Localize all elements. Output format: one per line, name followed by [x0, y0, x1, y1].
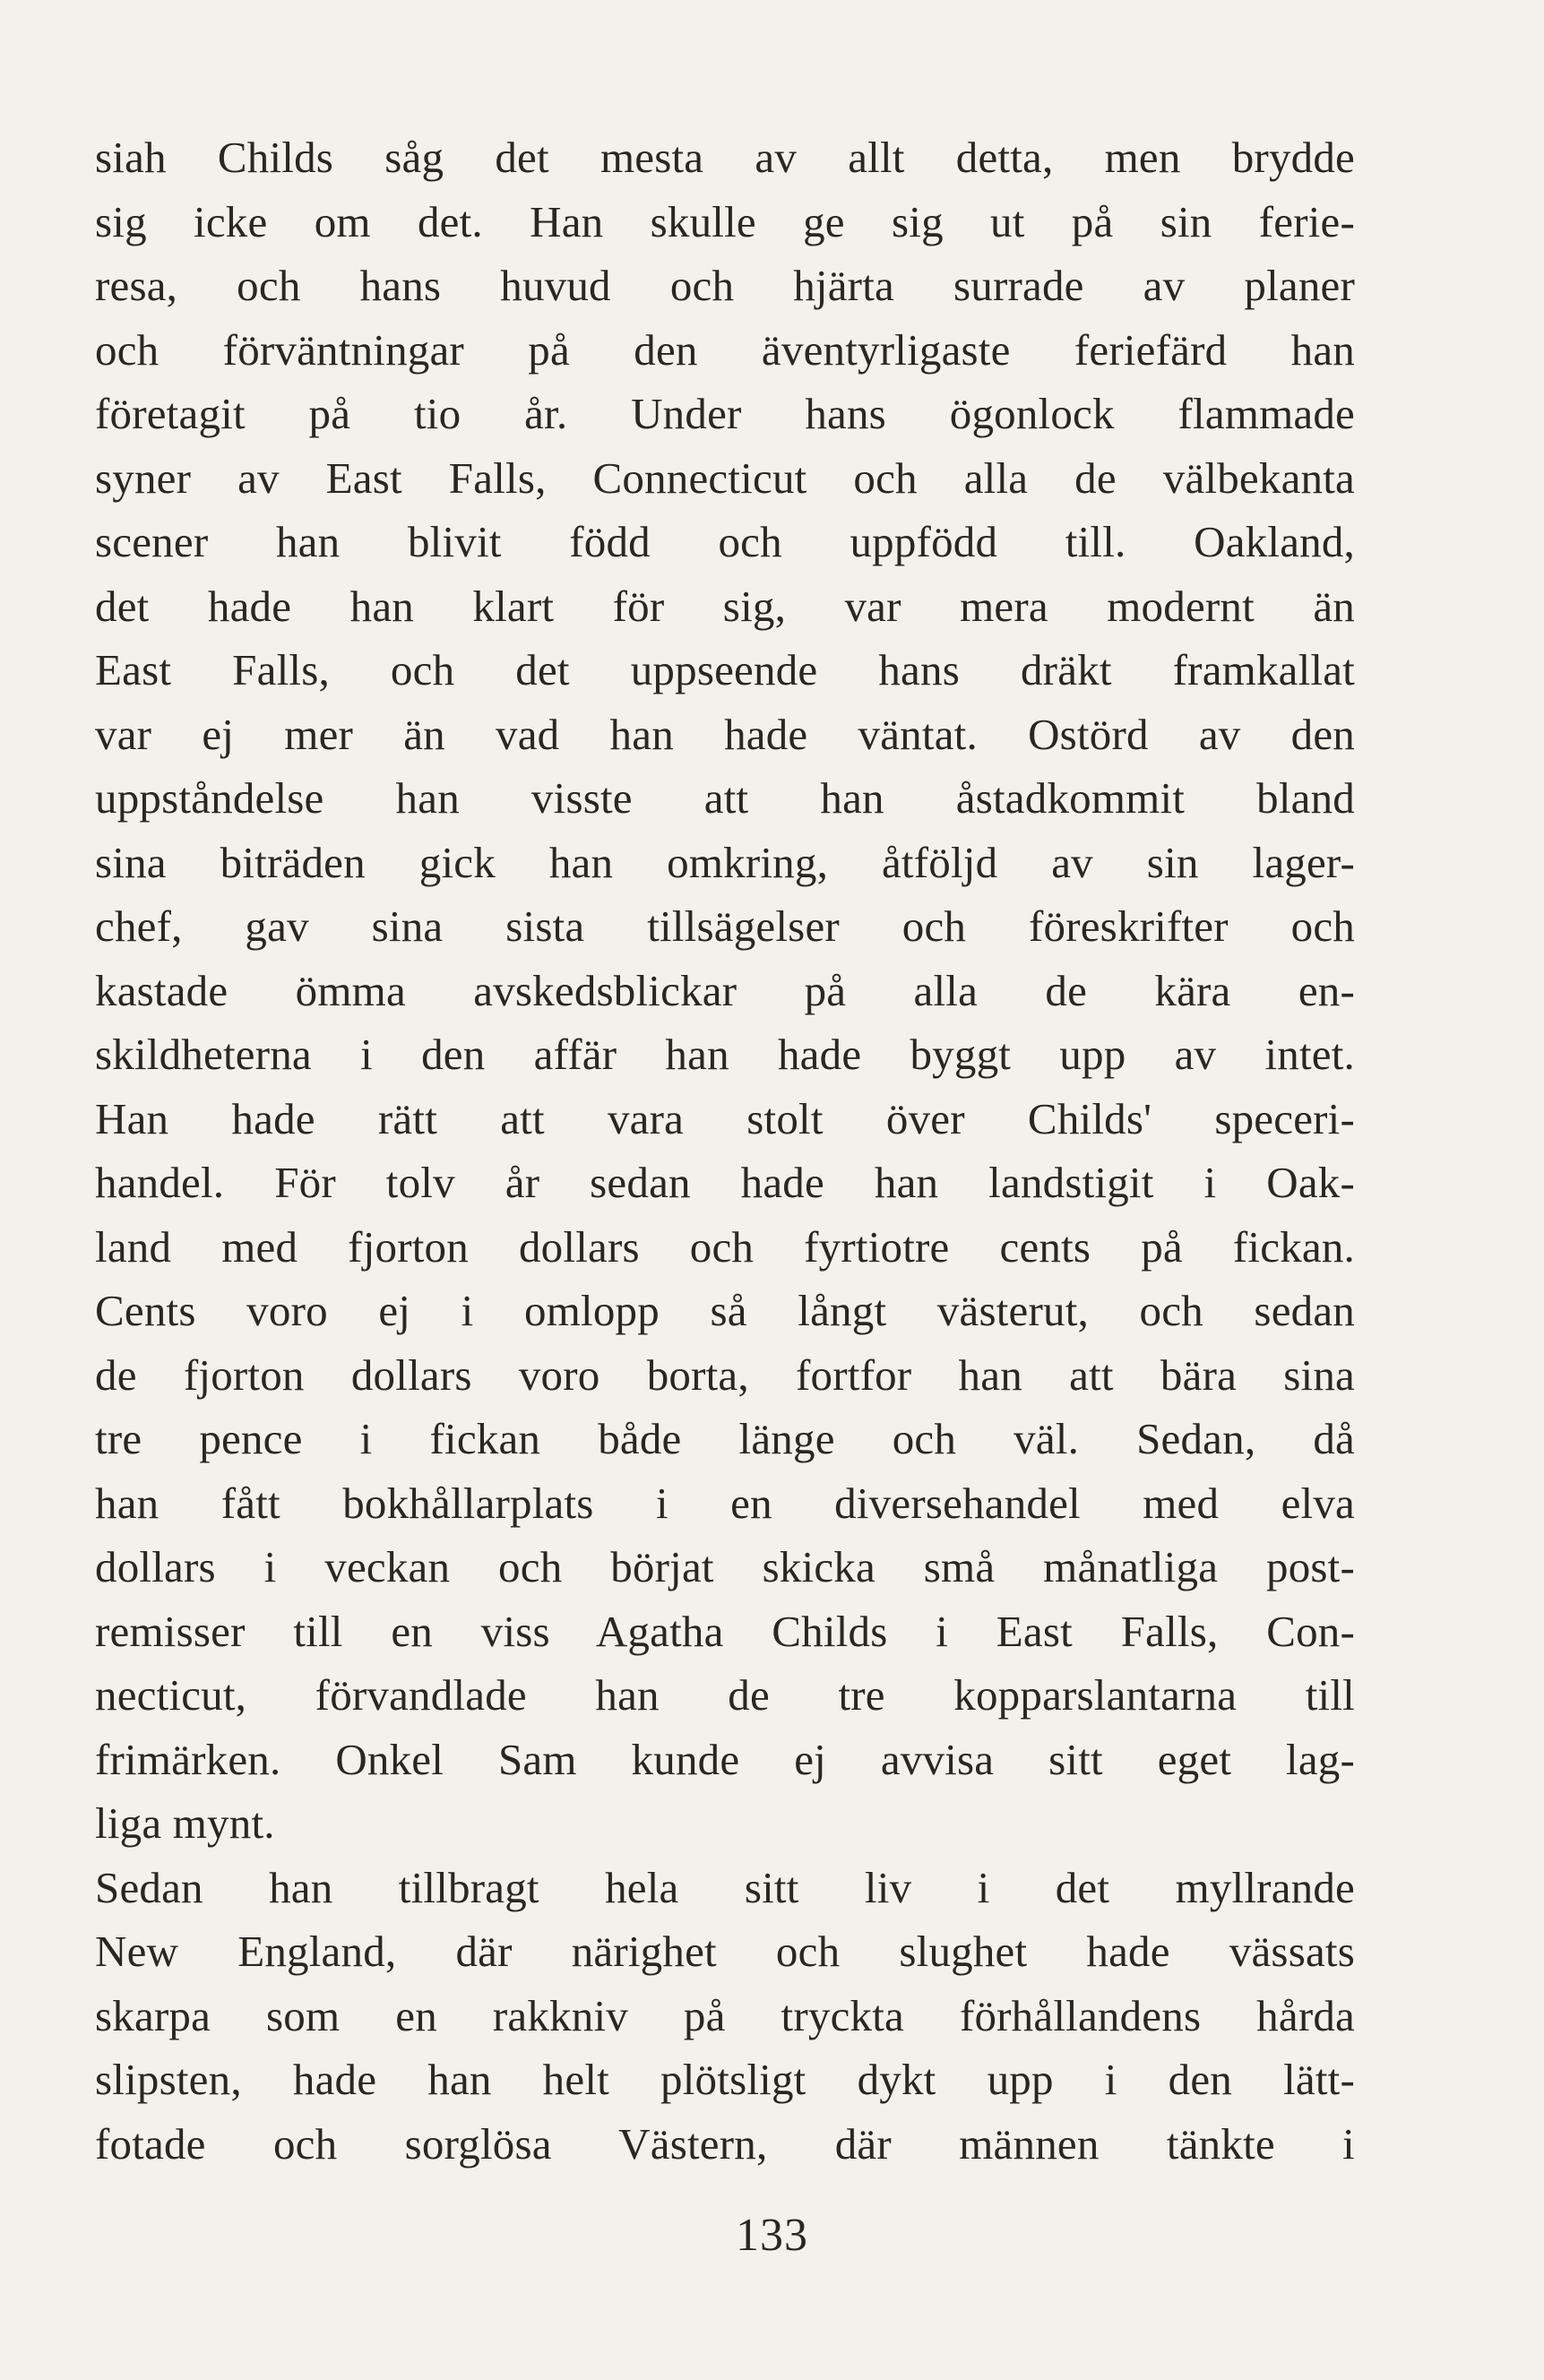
text-line: skildheterna i den affär han hade byggt upp av intet. [95, 1030, 1355, 1079]
text-line: han fått bokhållarplats i en diversehandel med elva [95, 1478, 1355, 1528]
text-line: uppståndelse han visste att han åstadkommit bland [95, 773, 1355, 823]
text-line: liga mynt. [95, 1798, 275, 1848]
text-line: resa, och hans huvud och hjärta surrade av planer [95, 261, 1355, 310]
text-line: företagit på tio år. Under hans ögonlock flammade [95, 389, 1355, 438]
page-number: 133 [736, 2210, 808, 2261]
text-line: sig icke om det. Han skulle ge sig ut på sin ferie- [95, 196, 1355, 246]
text-line: remisser till en viss Agatha Childs i East Falls, Con- [95, 1606, 1355, 1656]
text-line: necticut, förvandlade han de tre kopparslantarna till [95, 1670, 1355, 1720]
body-text [95, 125, 1355, 2176]
text-line: syner av East Falls, Connecticut och alla de välbekanta [95, 453, 1355, 503]
text-line: det hade han klart för sig, var mera modernt än [95, 581, 1355, 631]
text-line: land med fjorton dollars och fyrtiotre cents på fickan. [95, 1221, 1355, 1272]
text-line: scener han blivit född och uppfödd till. Oakland, [95, 517, 1355, 566]
text-line: Sedan han tillbragt hela sitt liv i det myllrande [95, 1862, 1355, 1912]
text-line: skarpa som en rakkniv på tryckta förhållandens hårda [95, 1990, 1355, 2040]
text-line: siah Childs såg det mesta av allt detta, men brydde [95, 133, 1355, 182]
text-line: var ej mer än vad han hade väntat. Ostörd av den [95, 709, 1355, 759]
text-line: tre pence i fickan både länge och väl. Sedan, då [95, 1414, 1355, 1463]
text-line: handel. För tolv år sedan hade han landstigit i Oak- [95, 1158, 1355, 1207]
text-line: East Falls, och det uppseende hans dräkt framkallat [95, 645, 1355, 694]
text-line: chef, gav sina sista tillsägelser och föreskrifter och [95, 901, 1355, 951]
text-line: de fjorton dollars voro borta, fortfor han att bära sina [95, 1350, 1355, 1400]
text-line: Han hade rätt att vara stolt över Childs' speceri- [95, 1093, 1355, 1143]
text-line: frimärken. Onkel Sam kunde ej avvisa sitt eget lag- [95, 1734, 1355, 1784]
text-line: fotade och sorglösa Västern, där männen tänkte i [95, 2118, 1355, 2169]
text-line: slipsten, hade han helt plötsligt dykt upp i den lätt- [95, 2055, 1355, 2104]
text-line: New England, där närighet och slughet hade vässats [95, 1927, 1355, 1976]
text-line: Cents voro ej i omlopp så långt västerut, och sedan [95, 1286, 1355, 1335]
text-line: och förväntningar på den äventyrligaste feriefärd han [95, 324, 1355, 375]
text-line: kastade ömma avskedsblickar på alla de kära en- [95, 965, 1355, 1015]
text-line: sina biträden gick han omkring, åtföljd av sin lager- [95, 837, 1355, 887]
text-line: dollars i veckan och börjat skicka små månatliga post- [95, 1542, 1355, 1591]
